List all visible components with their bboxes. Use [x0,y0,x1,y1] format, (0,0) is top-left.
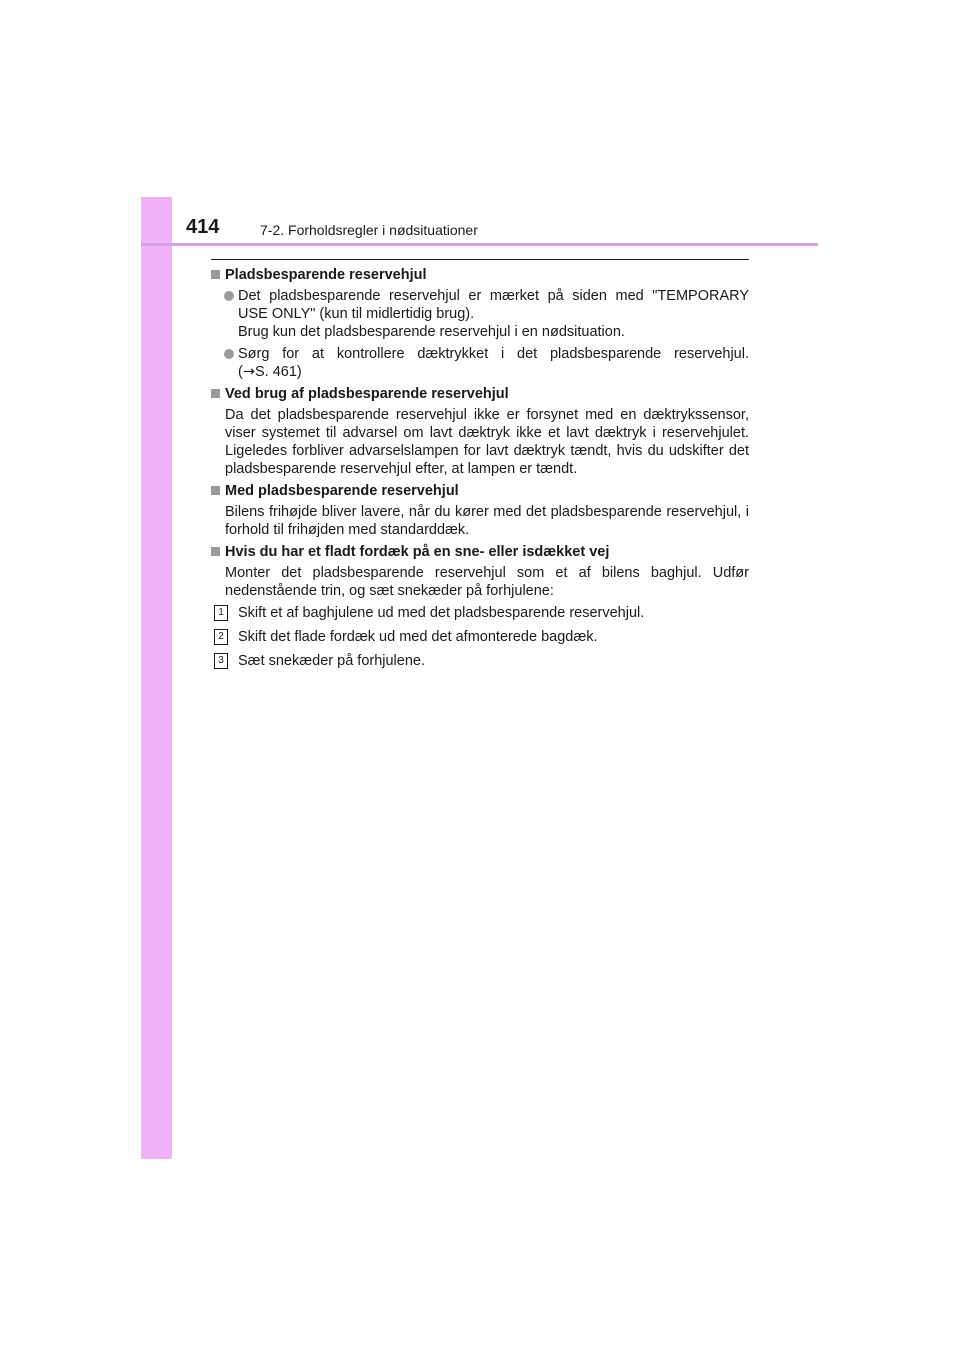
text-line: Det pladsbesparende reservehjul er mærket på siden med "TEMPORARY [238,288,749,304]
page-reference[interactable]: (→S. 461) [238,364,302,380]
step-item [211,604,749,622]
section-heading: Ved brug af pladsbesparende reservehjul [211,385,749,403]
text-line: forhold til frihøjden med standarddæk. [225,522,470,538]
text-line: Ligeledes forbliver advarselslampen for lavt dæktryk tændt, hvis du udskifter det [225,443,749,459]
text-line: USE ONLY" (kun til midlertidig brug). [238,306,475,322]
paragraph [211,503,749,539]
step-number-badge: 3 [214,653,228,669]
arrow-right-icon: → [242,364,255,380]
round-bullet-icon [224,291,234,301]
round-bullet-icon [224,349,234,359]
step-text: Sæt snekæder på forhjulene. [238,653,425,669]
page-content [211,266,749,676]
bullet-item [211,287,749,341]
side-color-band [141,197,172,1159]
section-title: 7-2. Forholdsregler i nødsituationer [260,222,478,238]
page-number: 414 [186,216,220,238]
square-bullet-icon [211,486,220,495]
square-bullet-icon [211,547,220,556]
square-bullet-icon [211,270,220,279]
step-text: Skift et af baghjulene ud med det pladsbesparende reservehjul. [238,605,645,621]
text-line: Da det pladsbesparende reservehjul ikke er forsynet med en dæktrykssensor, [225,407,749,423]
text-line: Monter det pladsbesparende reservehjul som et af bilens baghjul. Udfør [225,565,749,581]
text-line: pladsbesparende reservehjul efter, at lampen er tændt. [225,461,578,477]
square-bullet-icon [211,389,220,398]
text-line: Bilens frihøjde bliver lavere, når du kører med det pladsbesparende reservehjul, i [225,504,749,520]
step-number-badge: 1 [214,605,228,621]
section-heading: Med pladsbesparende reservehjul [211,482,749,500]
step-number-badge: 2 [214,629,228,645]
step-item [211,652,749,670]
bullet-item [211,345,749,381]
text-line: viser systemet til advarsel om lavt dæktryk ikke et lavt dæktryk i reservehjulet. [225,425,749,441]
paragraph [211,564,749,600]
text-line: Sørg for at kontrollere dæktrykket i det pladsbesparende reservehjul. [238,346,749,362]
section-heading: Hvis du har et fladt fordæk på en sne- eller isdækket vej [211,543,749,561]
text-line: Brug kun det pladsbesparende reservehjul i en nødsituation. [238,324,625,340]
section-heading: Pladsbesparende reservehjul [211,266,749,284]
step-item [211,628,749,646]
header-rule [141,243,818,246]
paragraph [211,406,749,478]
text-line: nedenstående trin, og sæt snekæder på forhjulene: [225,583,554,599]
step-text: Skift det flade fordæk ud med det afmonterede bagdæk. [238,629,598,645]
content-top-rule [211,259,749,260]
